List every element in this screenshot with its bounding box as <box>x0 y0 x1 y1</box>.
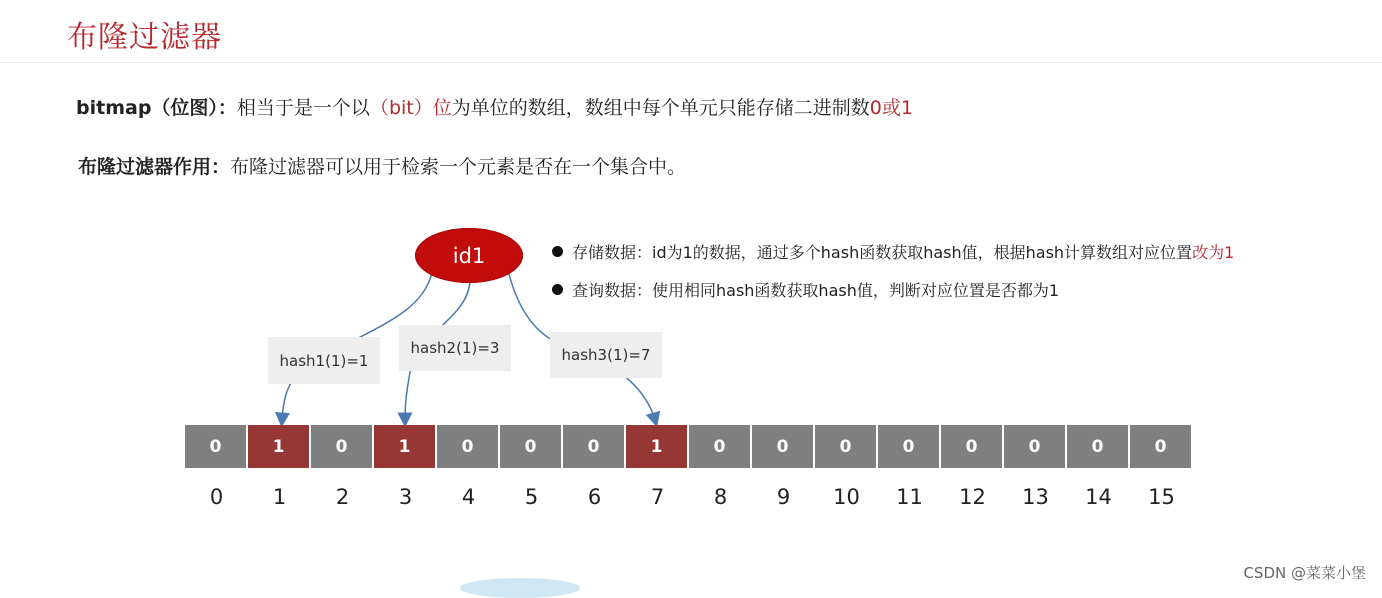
bit-cell-1: 1 <box>248 425 309 468</box>
purpose-text: 布隆过滤器可以用于检索一个元素是否在一个集合中。 <box>230 156 687 178</box>
bit-index-14: 14 <box>1085 485 1112 509</box>
bullet-query <box>552 277 1234 301</box>
bullet-dot-icon <box>552 284 563 295</box>
bullet-query-text: 查询数据：使用相同hash函数获取hash值，判断对应位置是否都为1 <box>572 280 1060 300</box>
hash2-box: hash2(1)=3 <box>399 325 511 371</box>
bit-index-9: 9 <box>776 485 791 509</box>
bit-cell-5: 0 <box>500 425 561 468</box>
bit-cell-9: 0 <box>752 425 813 468</box>
bullet-store-text: 存储数据：id为1的数据，通过多个hash函数获取hash值，根据hash计算数组对应位置 <box>572 242 1193 262</box>
bit-index-5: 5 <box>524 485 539 509</box>
bit-array <box>185 425 1193 468</box>
bit-index-0: 0 <box>209 485 224 509</box>
bitmap-highlight-b: 0或1 <box>869 97 913 119</box>
bit-cell-11: 0 <box>878 425 939 468</box>
bit-cell-3: 1 <box>374 425 435 468</box>
purpose-term: 布隆过滤器作用： <box>78 156 231 178</box>
bit-index-15: 15 <box>1148 485 1175 509</box>
bit-cell-4: 0 <box>437 425 498 468</box>
bullet-dot-icon <box>552 246 563 257</box>
bit-index-13: 13 <box>1022 485 1049 509</box>
bit-cell-8: 0 <box>689 425 750 468</box>
id1-label: id1 <box>452 243 486 268</box>
bit-cell-13: 0 <box>1004 425 1065 468</box>
bitmap-text-a: 相当于是一个以 <box>236 97 370 119</box>
decorative-cloud <box>460 578 580 598</box>
bit-index-11: 11 <box>896 485 923 509</box>
bit-cell-10: 0 <box>815 425 876 468</box>
watermark: CSDN @菜菜小堡 <box>1243 564 1366 582</box>
bit-index-3: 3 <box>398 485 413 509</box>
bit-index-7: 7 <box>650 485 665 509</box>
bit-index-4: 4 <box>461 485 476 509</box>
bit-cell-14: 0 <box>1067 425 1128 468</box>
hash1-box: hash1(1)=1 <box>268 337 380 384</box>
bit-cell-7: 1 <box>626 425 687 468</box>
hash3-box: hash3(1)=7 <box>550 332 662 378</box>
bit-index-6: 6 <box>587 485 602 509</box>
bit-index-8: 8 <box>713 485 728 509</box>
bit-index-row <box>185 485 1193 509</box>
bitmap-highlight-a: （bit）位 <box>369 97 452 119</box>
bullet-list <box>552 239 1234 315</box>
bit-index-12: 12 <box>959 485 986 509</box>
id1-node <box>415 228 523 283</box>
bit-cell-6: 0 <box>563 425 624 468</box>
bit-cell-2: 0 <box>311 425 372 468</box>
bitmap-term: bitmap（位图）： <box>76 97 237 119</box>
bit-cell-0: 0 <box>185 425 246 468</box>
bit-index-10: 10 <box>833 485 860 509</box>
bit-index-2: 2 <box>335 485 350 509</box>
page-title: 布隆过滤器 <box>67 20 222 55</box>
bullet-store <box>552 239 1234 263</box>
bit-cell-15: 0 <box>1130 425 1191 468</box>
bit-cell-12: 0 <box>941 425 1002 468</box>
bitmap-text-b: 为单位的数组，数组中每个单元只能存储二进制数 <box>451 97 870 119</box>
bit-index-1: 1 <box>272 485 287 509</box>
bullet-store-highlight: 改为1 <box>1192 242 1235 262</box>
